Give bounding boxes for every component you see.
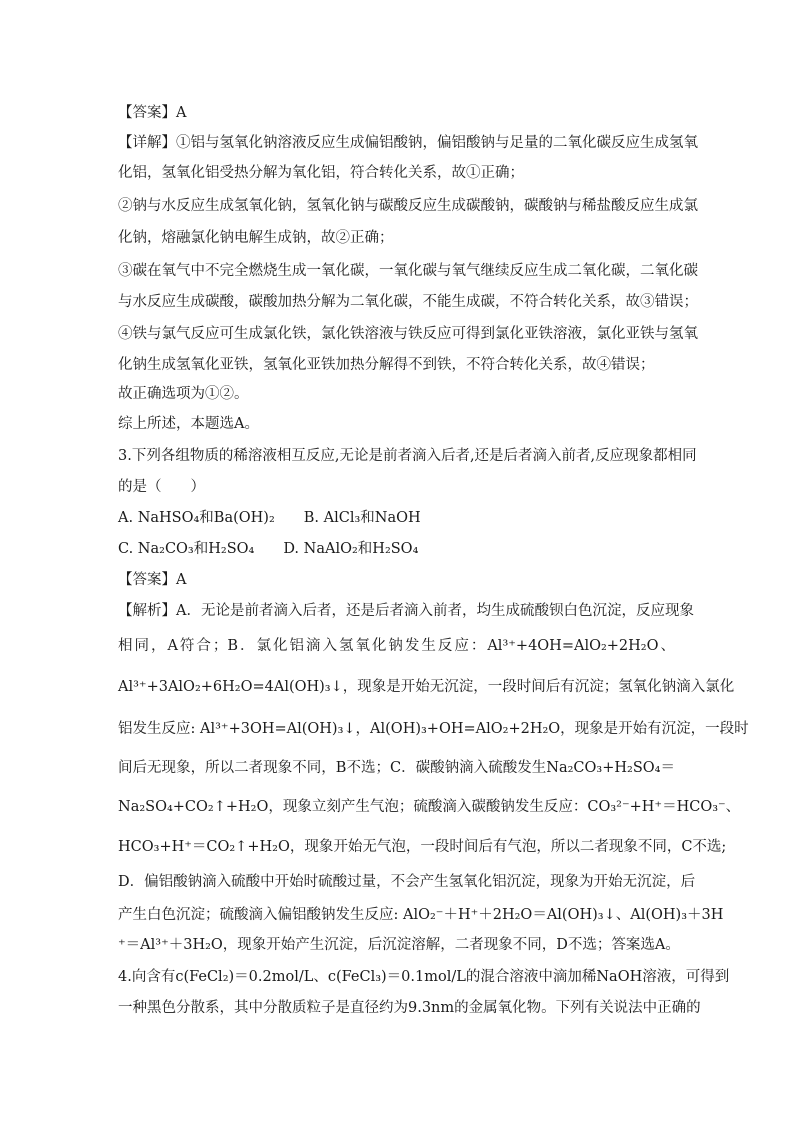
analysis-line: Al³⁺+3AlO₂+6H₂O=4Al(OH)₃↓，现象是开始无沉淀，一段时间后有沉淀；氢氧化钠滴入氯化 — [118, 679, 735, 695]
explanation-line: 【详解】①铝与氢氧化钠溶液反应生成偏铝酸钠，偏铝酸钠与足量的二氧化碳反应生成氢氧 — [118, 135, 698, 151]
question-4-stem: 4.向含有c(FeCl₂)＝0.2mol/L、c(FeCl₃)＝0.1mol/L的混合溶液中滴加稀NaOH溶液，可得到 — [118, 969, 730, 985]
analysis-line: 铝发生反应: Al³⁺+3OH=Al(OH)₃↓，Al(OH)₃+OH=AlO₂+2H₂O，现象是开始有沉淀，一段时 — [118, 721, 749, 737]
explanation-line: 与水反应生成碳酸，碳酸加热分解为二氧化碳，不能生成碳，不符合转化关系，故③错误； — [118, 294, 698, 310]
question-4-stem: 一种黑色分散系，其中分散质粒子是直径约为9.3nm的金属氧化物。下列有关说法中正确的 — [118, 1000, 701, 1016]
question-3-stem: 3.下列各组物质的稀溶液相互反应,无论是前者滴入后者,还是后者滴入前者,反应现象都相同 — [118, 448, 697, 464]
answer-label-q3: 【答案】A — [118, 572, 187, 588]
analysis-line: D．偏铝酸钠滴入硫酸中开始时硫酸过量，不会产生氢氧化铝沉淀，现象为开始无沉淀，后 — [118, 874, 696, 890]
analysis-line: 产生白色沉淀；硫酸滴入偏铝酸钠发生反应: AlO₂⁻＋H⁺＋2H₂O＝Al(OH)₃↓、Al(OH)₃＋3H — [118, 907, 724, 923]
analysis-line: HCO₃+H⁺＝CO₂↑+H₂O，现象开始无气泡，一段时间后有气泡，所以二者现象不同，C不选; — [118, 839, 727, 855]
question-3-options-cd: C. Na₂CO₃和H₂SO₄ D. NaAlO₂和H₂SO₄ — [118, 541, 419, 557]
analysis-line: ⁺＝Al³⁺＋3H₂O，现象开始产生沉淀，后沉淀溶解，二者现象不同，D不选；答案选A。 — [118, 937, 680, 953]
explanation-line: 化钠，熔融氯化钠电解生成钠，故②正确； — [118, 230, 394, 246]
explanation-line: 化铝，氢氧化铝受热分解为氧化铝，符合转化关系，故①正确； — [118, 165, 524, 181]
explanation-line: 综上所述，本题选A。 — [118, 416, 259, 432]
answer-label-q2: 【答案】A — [118, 105, 187, 121]
explanation-line: 故正确选项为①②。 — [118, 386, 249, 402]
explanation-line: 化钠生成氢氧化亚铁，氢氧化亚铁加热分解得不到铁，不符合转化关系，故④错误； — [118, 357, 655, 373]
explanation-line: ③碳在氧气中不完全燃烧生成一氧化碳，一氧化碳与氧气继续反应生成二氧化碳，二氧化碳 — [118, 263, 698, 279]
question-3-options-ab: A. NaHSO₄和Ba(OH)₂ B. AlCl₃和NaOH — [118, 510, 421, 526]
analysis-line: 相同，A符合；B．氯化铝滴入氢氧化钠发生反应：Al³⁺+4OH=AlO₂+2H₂O、 — [118, 638, 675, 654]
explanation-line: ④铁与氯气反应可生成氯化铁，氯化铁溶液与铁反应可得到氯化亚铁溶液，氯化亚铁与氢氧 — [118, 326, 698, 342]
analysis-line: Na₂SO₄+CO₂↑+H₂O，现象立刻产生气泡；硫酸滴入碳酸钠发生反应：CO₃²⁻+H⁺＝HCO₃⁻、 — [118, 799, 741, 815]
explanation-line: ②钠与水反应生成氢氧化钠，氢氧化钠与碳酸反应生成碳酸钠，碳酸钠与稀盐酸反应生成氯 — [118, 198, 698, 214]
analysis-line: 间后无现象，所以二者现象不同，B不选；C．碳酸钠滴入硫酸发生Na₂CO₃+H₂SO₄＝ — [118, 760, 675, 776]
question-3-stem: 的是（ ） — [118, 479, 205, 495]
analysis-line: 【解析】A．无论是前者滴入后者，还是后者滴入前者，均生成硫酸钡白色沉淀，反应现象 — [118, 603, 694, 619]
